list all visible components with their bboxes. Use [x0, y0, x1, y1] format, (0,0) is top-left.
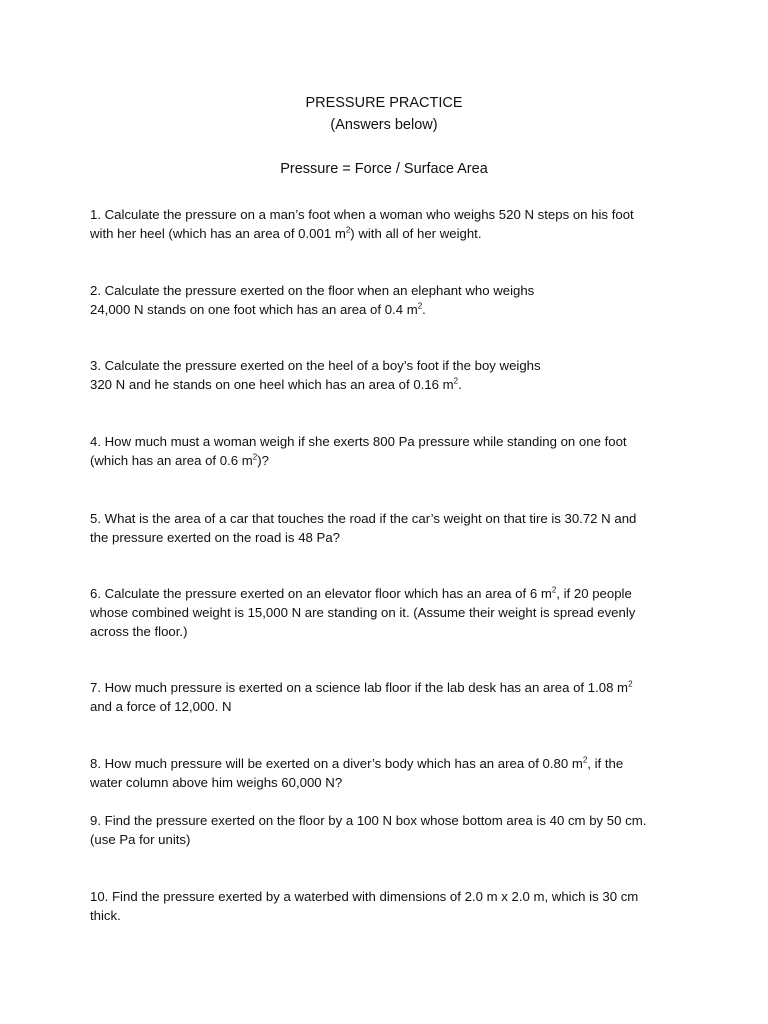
question-10-line-2: thick.	[90, 908, 121, 923]
superscript: 2	[582, 755, 588, 765]
question-7	[90, 678, 690, 716]
question-4-line-1: 4. How much must a woman weigh if she exerts 800 Pa pressure while standing on one foot	[90, 434, 627, 449]
question-10	[90, 887, 690, 925]
question-3-line-1: 3. Calculate the pressure exerted on the heel of a boy’s foot if the boy weighs	[90, 358, 541, 373]
question-3-line-2: 320 N and he stands on one heel which has an area of 0.16 $m^2$.	[90, 376, 462, 392]
question-8-line-2: water column above him weighs 60,000 N?	[90, 775, 343, 790]
question-5-line-2: the pressure exerted on the road is 48 Pa?	[90, 530, 340, 545]
question-2-line-2: 24,000 N stands on one foot which has an area of 0.4 $m^2$.	[90, 301, 426, 317]
superscript: 2	[252, 452, 258, 462]
question-4-line-2: (which has an area of 0.6 $m^2$)?	[90, 452, 269, 468]
question-5	[90, 509, 690, 547]
question-2	[90, 281, 690, 319]
question-9-line-1: 9. Find the pressure exerted on the floor by a 100 N box whose bottom area is 40 cm by 50 cm.	[90, 813, 647, 828]
question-8-line-1: 8. How much pressure will be exerted on a diver’s body which has an area of 0.80 $m^2$, if the	[90, 755, 624, 771]
page-title: PRESSURE PRACTICE	[305, 95, 463, 111]
question-4	[90, 432, 690, 470]
superscript: 2	[453, 376, 459, 386]
question-9-line-2: (use Pa for units)	[90, 832, 191, 847]
question-10-line-1: 10. Find the pressure exerted by a waterbed with dimensions of 2.0 m x 2.0 m, which is 30 cm	[90, 889, 639, 904]
question-1-line-2: with her heel (which has an area of 0.001 $m^2$) with all of her weight.	[90, 225, 482, 241]
question-1-line-1: 1. Calculate the pressure on a man’s foot when a woman who weighs 520 N steps on his foot	[90, 207, 634, 222]
pressure-formula: Pressure = Force / Surface Area	[280, 161, 488, 177]
question-3	[90, 356, 690, 394]
page-subtitle: (Answers below)	[330, 117, 438, 133]
question-8	[90, 754, 690, 792]
question-7-line-2: and a force of 12,000. N	[90, 699, 232, 714]
question-9	[90, 811, 690, 849]
question-5-line-1: 5. What is the area of a car that touches the road if the car’s weight on that tire is 30.72 N and	[90, 511, 637, 526]
superscript: 2	[628, 679, 633, 689]
question-7-line-1: 7. How much pressure is exerted on a science lab floor if the lab desk has an area of 1.08 $m^2$	[90, 679, 633, 695]
superscript: 2	[417, 301, 423, 311]
question-6-line-2: whose combined weight is 15,000 N are standing on it. (Assume their weight is spread evenly	[90, 605, 636, 620]
question-6-line-3: across the floor.)	[90, 624, 188, 639]
question-1	[90, 205, 690, 243]
question-6	[90, 584, 690, 641]
superscript: 2	[551, 585, 557, 595]
question-6-line-1: 6. Calculate the pressure exerted on an elevator floor which has an area of 6 $m^2$, if 20 people	[90, 585, 632, 601]
question-2-line-1: 2. Calculate the pressure exerted on the floor when an elephant who weighs	[90, 283, 535, 298]
superscript: 2	[345, 225, 351, 235]
